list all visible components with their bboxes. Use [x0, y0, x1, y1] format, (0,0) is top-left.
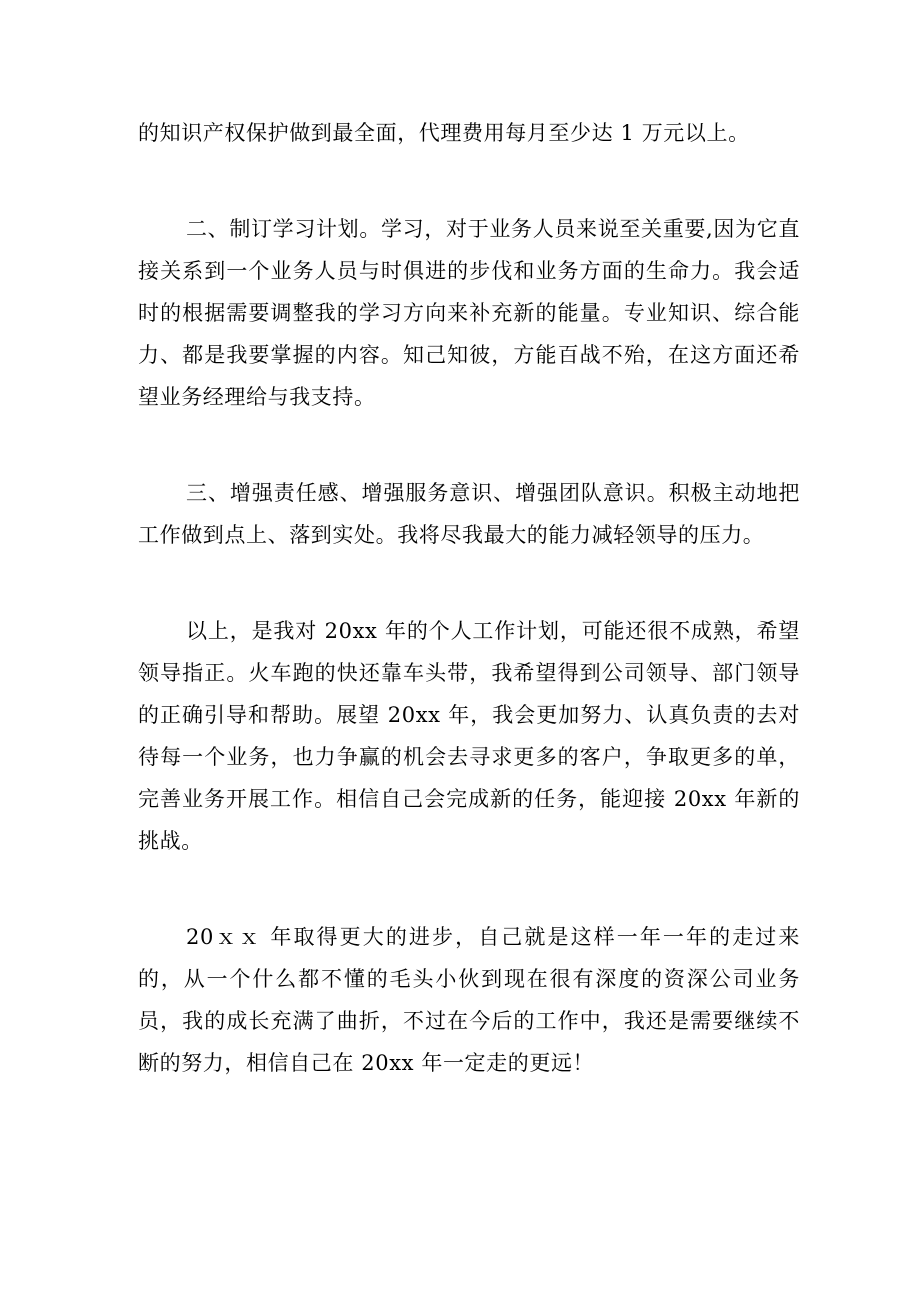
document-body — [138, 112, 800, 1138]
paragraph-conclusion: 20ｘｘ 年取得更大的进步，自己就是这样一年一年的走过来的，从一个什么都不懂的毛头小伙到现在很有深度的资深公司业务员，我的成长充满了曲折，不过在今后的工作中，我还是需要继续不断的努力，相信自己在 20xx 年一定走的更远！ — [138, 925, 800, 1075]
paragraph-study-plan: 二、制订学习计划。学习，对于业务人员来说至关重要,因为它直接关系到一个业务人员与时俱进的步伐和业务方面的生命力。我会适时的根据需要调整我的学习方向来补充新的能量。专业知识、综合能力、都是我要掌握的内容。知己知彼，方能百战不殆，在这方面还希望业务经理给与我支持。 — [138, 217, 800, 409]
paragraph-responsibility: 三、增强责任感、增强服务意识、增强团队意识。积极主动地把工作做到点上、落到实处。我将尽我最大的能力减轻领导的压力。 — [138, 481, 800, 547]
paragraph-continuation: 的知识产权保护做到最全面，代理费用每月至少达 1 万元以上。 — [138, 121, 750, 145]
paragraph-summary: 以上，是我对 20xx 年的个人工作计划，可能还很不成熟，希望领导指正。火车跑的快还靠车头带，我希望得到公司领导、部门领导的正确引导和帮助。展望 20xx 年，我会更加努力、认真负责的去对待每一个业务，也力争赢的机会去寻求更多的客户，争取更多的单，完善业务开展工作。相信自己会完成新的任务，能迎接 20xx 年新的挑战。 — [138, 619, 800, 853]
